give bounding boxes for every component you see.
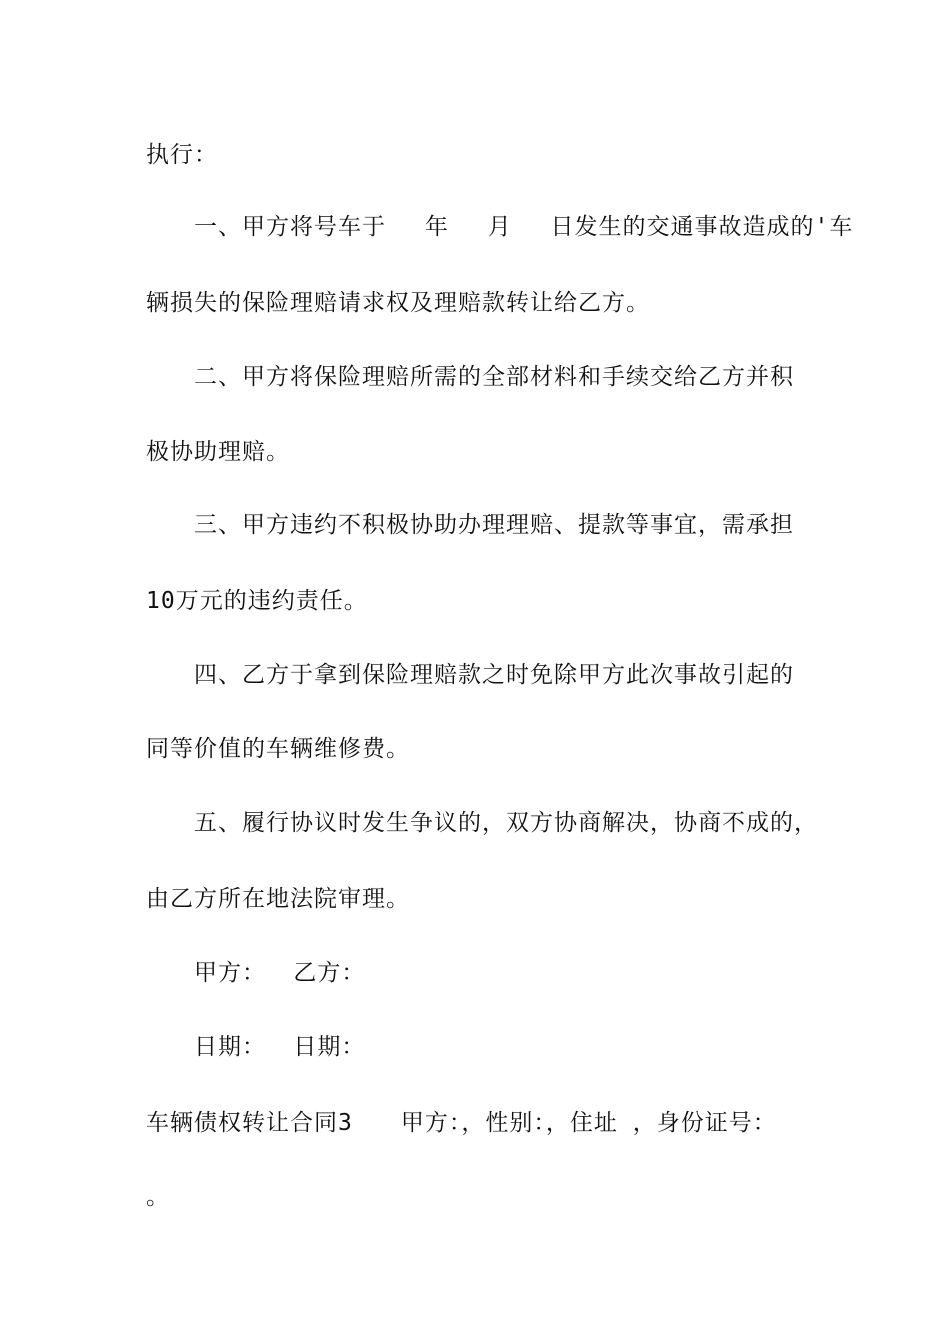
clause-three-line-1: 三、甲方违约不积极协助办理理赔、提款等事宜，需承担 [194, 512, 794, 538]
clause-one-line-1: 一、甲方将号车于 年 月 日发生的交通事故造成的'车 [194, 214, 854, 240]
signature-parties: 甲方： 乙方： [194, 960, 366, 986]
clause-one-line-2: 辆损失的保险理赔请求权及理赔款转让给乙方。 [146, 290, 650, 316]
trailing-period: 。 [146, 1184, 170, 1210]
clause-two-line-2: 极协助理赔。 [146, 439, 290, 465]
signature-dates: 日期： 日期： [194, 1034, 366, 1060]
text-line-1: 执行： [146, 142, 218, 168]
clause-four-line-2: 同等价值的车辆维修费。 [146, 736, 410, 762]
next-contract-header: 车辆债权转让合同3 甲方：，性别：，住址 ，身份证号： [146, 1110, 777, 1136]
clause-two-line-1: 二、甲方将保险理赔所需的全部材料和手续交给乙方并积 [194, 364, 794, 390]
clause-five-line-2: 由乙方所在地法院审理。 [146, 886, 410, 912]
clause-five-line-1: 五、履行协议时发生争议的，双方协商解决，协商不成的， [194, 810, 818, 836]
clause-three-line-2: 10万元的违约责任。 [146, 588, 368, 614]
clause-four-line-1: 四、乙方于拿到保险理赔款之时免除甲方此次事故引起的 [194, 662, 794, 688]
